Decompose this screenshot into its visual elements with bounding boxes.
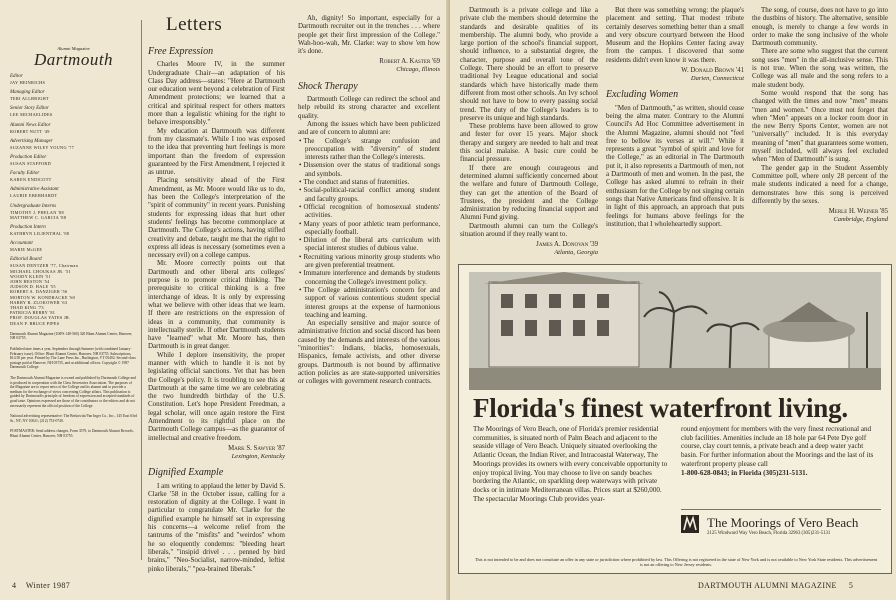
ad-photo: [469, 272, 881, 390]
letters-column-4: [606, 6, 744, 258]
staff-role: Alumni News Editor: [10, 122, 51, 128]
letter-paragraph: There are some who suggest that the current song uses "men" in the all-inclusive sense. This is not true. When the song was written, the College was all male and the song refers to a male student body.: [752, 47, 888, 89]
ad-logo: [681, 509, 881, 536]
issue-date: Winter 1987: [25, 581, 71, 590]
masthead: [10, 20, 142, 560]
letter-location: Chicago, Illinois: [396, 66, 440, 74]
letter-bullet: • Immature interference and demands by students concerning the College's investment policy.: [298, 269, 440, 286]
masthead-subtitle: Alumni Magazine: [57, 46, 90, 51]
letter-paragraph: Dartmouth alumni can turn the College's situation around if they really want to.: [460, 221, 598, 239]
letter-paragraph: The song, of course, does not have to go into the dustbins of history. The alternative, sensible enough, is merely to change a few words in order to make the song inclusive of the whole Dartmouth community.: [752, 6, 888, 48]
staff-role: Undergraduate Interns: [10, 203, 57, 209]
staff-name: SUZANNE WILEY YOUNG '77: [10, 144, 75, 150]
staff-name: DEAN P. BRUCE PIPES: [10, 320, 60, 326]
letter-shock-intro2: Among the issues which have been publicized and are of concern to alumni are:: [298, 119, 440, 137]
masthead-title: Dartmouth: [33, 50, 114, 69]
staff-name: JAY HEINRICHS: [10, 80, 46, 85]
magazine-title: DARTMOUTH ALUMNI MAGAZINE: [698, 581, 837, 590]
staff-role: Faculty Editor: [10, 171, 40, 177]
letter-bullet: • The College's strange confusion and preoccupation with "diversity" of student interests rather than the College's interests.: [298, 137, 440, 162]
fine-print-paragraph: Dartmouth Alumni Magazine (USPS 148-560) 320 Blunt Alumni Center, Hanover, NH 03755.: [10, 331, 133, 341]
letter-paragraph: "Men of Dartmouth," as written, should cease being the alma mater. Contrary to the Alumni Council's Ad Hoc Committee advertisement in the Alumni Magazine, alumni should not "feel free to bellow its verses at will." While it represents a great "symbol of spirit and love for the College," as an editorial in The Dartmouth put it, it also represents a Dartmouth of men, not a Dartmouth of men and women. In the past, the College has asked alumni to refrain in their enthusiasm for the College by not singing certain songs that Native Americans find offensive. It is in light of this approach, an approach that puts feelings for humans above feelings for the institution, that I wholeheartedly support.: [606, 103, 744, 228]
footer-left: [12, 581, 70, 590]
fine-print-paragraph: Published nine times a year, September through Summer (with combined January-February issue). Office: Blunt Alumni Center, Hanover, NH 03755. Subscriptions, $14.50 per year. Printed by The Lane Press Inc., Burlington, VT 05402. Second-class postage paid at Hanover, NH 03755, and at additional offices. Copyright © 1987 Dartmouth College.: [10, 347, 136, 370]
letter-paragraph: If there are enough courageous and determined alumni sufficiently concerned about the welfare and future of Dartmouth College, they can get the attention of the Board of Trustees, the president and the College administration by reducing financial support and Alumni Fund giving.: [460, 163, 598, 222]
staff-name: KAREN ENDICOTT: [10, 177, 52, 183]
letter-bullet: • Dissension over the status of traditional songs and symbols.: [298, 161, 440, 178]
ad-disclaimer: This is not intended to be and does not constitute an offer in any state or jurisdiction where prohibited by law. This Offering is not registered in the state of New York and is not available to New York State residents. This advertisement is not an offering to New Jersey residents.: [474, 557, 878, 568]
moorings-logo-icon: [681, 515, 699, 533]
letter-paragraph: Ah, dignity! So important, especially for a Dartmouth recruiter out in the trenches . . . where people get their first impression of the College." Wah-hoo-wah, Mr. Clarke: way to show 'em how it's done.: [298, 14, 440, 56]
staff-name: JUDSON D. HALE '55: [10, 284, 56, 290]
letter-paragraph: Placing sensitivity ahead of the First Amendment, as Mr. Moore would like us to do, has been the College's interpretation of the "spirit of community" in recent years. Punishing students for expressing ideas that hurt other students' feelings has become commonplace at Dartmouth. The College's actions, having stifled creativity and debate, taught me that the right to express all ideas is necessary (sometimes even a necessary evil) on a college campus.: [148, 176, 285, 260]
ad-copy-right: [681, 425, 881, 477]
letter-shock-intro: Dartmouth College can redirect the school and help rebuild its strong character and excellent quality.: [298, 95, 440, 120]
letter-signature: Merle H. Weiner '85: [828, 208, 888, 216]
letter-bullet: • The College administration's concern for and support of various contentious student special interest groups at the expense of harmonious teaching and learning.: [298, 286, 440, 319]
logo-name: The Moorings of Vero Beach: [707, 515, 859, 530]
staff-name: SUSAN DENTZER '77, Chairman: [10, 263, 79, 269]
staff-name: MARIE McGEE: [10, 247, 43, 253]
letter-paragraph: The gender gap in the Student Assembly Committee poll, where only 28 percent of the male students indicated a need for a change, demonstrates how this song is perceived differently by the sexes.: [752, 163, 888, 205]
staff-role: Advertising Manager: [10, 138, 53, 144]
letter-location: Cambridge, England: [833, 216, 888, 224]
letter-title-excluding: Excluding Women: [606, 89, 679, 101]
staff-role: Senior Story Editor: [10, 106, 49, 112]
letter-bullet: • Recruiting various minority group students who are given preferential treatment.: [298, 253, 440, 270]
letter-location: Atlanta, Georgia: [554, 249, 598, 257]
staff-role: Production Intern: [10, 225, 46, 231]
letter-bullet: • The conduct and status of fraternities.: [298, 178, 440, 186]
right-page: [450, 0, 896, 600]
letter-body-shock-cont: [460, 6, 598, 238]
page-number: 5: [848, 581, 854, 590]
letter-bullet: • Many years of poor athletic team performance, especially football.: [298, 220, 440, 237]
letter-body-dignified-cont: [298, 14, 440, 55]
masthead-fine-print: [10, 332, 137, 439]
letter-title-free-expression: Free Expression: [148, 46, 214, 57]
staff-name: PROF. DOUGLAS YATES JR.: [10, 315, 71, 321]
fine-print-paragraph: The Dartmouth Alumni Magazine is owned and published by Dartmouth College and is produced in cooperation with the Class Secretaries Association. The purposes of the Magazine are to report news of the College and its alumni and to provide a medium for the exchange of views concerning College affairs. This publication is guided by Dartmouth's principle of freedom of expression and accepted standards of good taste. Opinions expressed are those of the contributors or the editors and do not necessarily represent the official position of the College.: [10, 376, 136, 408]
letters-heading: Letters: [166, 14, 223, 35]
letter-body-dignified: [148, 482, 285, 573]
letter-location: Darien, Connecticut: [690, 75, 744, 83]
ad-copy-right-text: round enjoyment for members with the very finest recreational and club facilities. Amenities include an 18 hole par 64 Pete Dye golf course, clay court tennis, a private beach and a deep water yacht basin. For further information about the Moorings and the last of its waterfront property please call: [681, 425, 874, 468]
staff-name: WOODY KLEIN '51: [10, 273, 51, 279]
letters-column-2: [298, 14, 440, 579]
staff-name: KATHRYN LILIENTHAL '88: [10, 231, 70, 237]
letter-bullet: • Official recognition of homosexual students' activities.: [298, 203, 440, 220]
staff-name: MICHAEL CHOUKAS JR. '51: [10, 268, 71, 274]
letter-body-shock: [298, 319, 440, 385]
ad-copy-left: The Moorings of Vero Beach, one of Florida's premier residential communities, is situated north of Palm Beach and adjacent to the seaside village of Vero Beach. Uniquely situated overlooking the Atlantic Ocean, the Indian River, and Intracoastal Waterway, The Moorings provides its owners with every conceivable opportunity to enjoy tropical living. You may choose to live on sandy beaches bordering the Atlantic, on sparkling deep waterways with private docks or in intimate Mediterranean villas. Prices start at $260,000. The spectacular Moorings Club provides year-: [473, 425, 668, 503]
letter-paragraph: But there was something wrong: the plaque's placement and setting. That modest tribute certainly deserves something better than a small and very obscure courtyard between the Hood Museum and the Hopkins Center facing away from the campus. I discovered that some residents didn't even know it was there.: [606, 6, 744, 64]
letter-body-obscure-cont: [606, 6, 744, 64]
letter-paragraph: While I deplore insensitivity, the proper manner with which to handle it is not by legislating official sanctions. Yet that has been the College's policy. It is troubling to see this at Dartmouth at the same time we are celebrating the two hundredth birthday of the U.S. Constitution. Let's hope President Freedman, a legal scholar, will once again restore the First Amendment to its rightful place on the Dartmouth College campus—as the guarantor of intellectual and creative freedom.: [148, 350, 285, 442]
logo-text: [707, 515, 858, 536]
staff-name: TIMOTHY J. PHELAN '88: [10, 209, 64, 215]
letter-signature: W. Donald Brown '41: [681, 67, 744, 75]
letter-location: Lexington, Kentucky: [231, 452, 285, 460]
letter-paragraph: Dartmouth is a private college and like a private club the members should determine the standards and desirable qualities of its membership. The alumni body, who provide a large portion of the school's financial support, should influence, to a substantial degree, the character, purpose and overall tone of the College. There should be an effort to preserve traditional Ivy League educational and social standards which have historically made them different from most other schools. An Ivy school should not have to bow to every passing social trend. The duty of the College's leaders is to preserve its unique and high standards.: [460, 6, 598, 122]
ad-headline: Florida's finest waterfront living.: [473, 393, 848, 423]
staff-name: ROBERT A. DANZIGER '56: [10, 289, 68, 295]
letters-column-1: [148, 40, 285, 575]
logo-address: 2125 Windward Way Vero Beach, Florida 32963 (305)231-5131: [707, 531, 831, 536]
letter-paragraph: Charles Moore IV, in the summer Undergraduate Chair—an adaptation of his Class Day address—states: "Here at Dartmouth our education went beyond a celebration of First Amendment protections; we learned that a critical and spiritual respect for others matters more than a legalistic whining for the right to behave irresponsibly.": [148, 60, 285, 127]
staff-role: Editor: [10, 74, 23, 79]
staff-name: LEE MICHAELIDES: [10, 112, 53, 118]
staff-role: Production Editor: [10, 155, 47, 161]
letter-title-shock: Shock Therapy: [298, 80, 358, 92]
letter-signature: Robert A. Kaster '69: [379, 58, 440, 66]
letter-bullet: • Social-political-racial conflict among student and faculty groups.: [298, 186, 440, 203]
staff-name: HARRY R. ZLOKOWER '63: [10, 299, 68, 305]
letter-bullet: • Dilution of the liberal arts curriculum with special interest studies of dubious value.: [298, 236, 440, 253]
letter-signature: Mark S. Sawyer '87: [228, 444, 285, 452]
letter-paragraph: Mr. Moore correctly points out that Dartmouth and other liberal arts colleges' purpose is to promote critical thinking. The prerequisite to critical thinking is a free interchange of ideas. It is only by expressing what we believe with other ideas that we learn. If there are restrictions on the expression of ideas in a community, that community is intellectually sterile. If other Dartmouth students have "learned" what Mr. Moore has, then Dartmouth is in great danger.: [148, 259, 285, 351]
footer-right: [698, 581, 853, 590]
letter-paragraph: Some would respond that the song has changed with the times and now "men" means "men and women." Once must not forget that when "Men" appears on a locker room door in the new Berry Sports Center, women are not "universally" included. It is this everyday meaning of "men" that guarantees some women, myself included, will always feel excluded when "Men of Dartmouth" is sung.: [752, 88, 888, 164]
staff-name: SUSAN STAFFORD: [10, 161, 51, 167]
letter-title-dignified: Dignified Example: [148, 467, 224, 479]
staff-name: MATTHEW C. GARCIA '88: [10, 214, 67, 220]
letter-paragraph: I am writing to applaud the letter by David S. Clarke '58 in the October issue, calling for a restoration of dignity at the College. I want in particular to congratulate Mr. Clarke for the dignified example he himself set in expressing his concerns—a welcome relief from the tantrums of the "misfits" and "weirdos" whom he so eloquently condemns: "bleeding heart liberals," "insipid drivel . . . penned by bird brains," "Neo-Socialist, narrow-minded, leftist pinko liberals," "pea-brained liberals.": [148, 481, 285, 573]
letter-shock-bullets: [298, 137, 440, 320]
staff-role: Editorial Board: [10, 257, 42, 263]
letter-body-excluding: [606, 104, 744, 228]
letter-body-free-expression: [148, 60, 285, 442]
moorings-advertisement: [458, 264, 892, 574]
fine-print-paragraph: National advertising representative: The Berkowitz/Van Inger Co., Inc., 145 East 63rd St., NY, NY 10021; (212) 753-0740.: [10, 414, 137, 423]
staff-name: TERI ALLBRIGHT: [10, 96, 49, 102]
staff-name: LAURIE EBERHARDT: [10, 193, 58, 199]
staff-role: Managing Editor: [10, 90, 45, 96]
letter-body-excluding-cont: [752, 6, 888, 205]
letter-paragraph: My education at Dartmouth was different from my classmate's. While I too was exposed to the idea that preventing hurt feelings is more important than the freedom of expression guaranteed by the First Amendment, I rejected it as untrue.: [148, 126, 285, 177]
letters-column-5: [752, 6, 888, 258]
staff-name: MORTON W. KONDRACKE '60: [10, 294, 76, 300]
ad-phone: 1-800-628-0843; in Florida (305)231-5131.: [681, 468, 808, 477]
staff-role: Accountant: [10, 241, 33, 247]
letters-column-3: [460, 6, 598, 258]
waterfront-photo-icon: [469, 272, 881, 390]
letter-paragraph: These problems have been allowed to grow and fester for over 15 years. Major shock therapy and surgery are needed to halt and treat this social malaise. A basic cure could be financial pressure.: [460, 122, 598, 164]
staff-name: ROBERT NUTT '49: [10, 128, 50, 134]
staff-list: [10, 74, 137, 326]
fine-print-paragraph: POSTMASTER: Send address changes, Form 3579, to Dartmouth Alumni Records, Blunt Alumni Center, Hanover, NH 03755.: [10, 429, 134, 438]
staff-name: PATRICIA BERRY '81: [10, 310, 56, 316]
page-number: 4: [12, 581, 17, 590]
staff-name: JOHN HESTON '54: [10, 279, 50, 285]
staff-role: Administrative Assistant: [10, 187, 59, 193]
letter-signature: James A. Donovan '39: [536, 241, 598, 249]
letter-paragraph: An especially sensitive and major source of administrative friction and social discord has been caused by the demands and interests of the various "minorities": Indians, blacks, homosexuals, Hispanics, female activists, and other diverse groups. Dartmouth is not bound by affirmative action policies as are state-supported universities or colleges with government research contracts.: [298, 319, 440, 386]
staff-name: THAD KING '73: [10, 305, 44, 311]
